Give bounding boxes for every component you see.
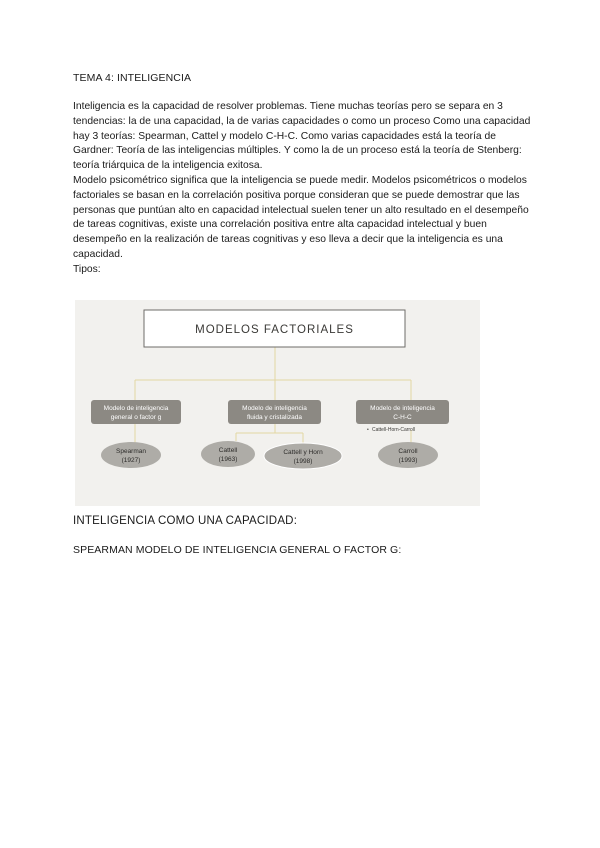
author-cattell-horn-name: Cattell y Horn <box>283 449 323 456</box>
author-spearman-year: (1927) <box>121 457 141 464</box>
factorial-models-diagram <box>75 300 480 506</box>
model-general-line2: general o factor g <box>110 414 162 421</box>
root-label: MODELOS FACTORIALES <box>195 324 354 336</box>
model-fluid-line2: fluida y cristalizada <box>247 414 302 421</box>
author-ellipse-spearman <box>101 442 161 468</box>
author-carroll-name: Carroll <box>398 448 418 455</box>
chc-note-bullet: • <box>367 427 369 433</box>
author-ellipse-cattell <box>201 441 255 467</box>
author-cattell-name: Cattell <box>218 447 238 454</box>
chc-note: Cattell-Horn-Carroll <box>372 427 416 433</box>
model-chc-line1: Modelo de inteligencia <box>370 405 435 412</box>
model-chc-line2: C-H-C <box>393 414 412 421</box>
diagram-connectors <box>135 347 411 443</box>
author-cattell-year: (1963) <box>218 456 238 463</box>
model-fluid-line1: Modelo de inteligencia <box>242 405 307 412</box>
author-cattell-horn-year: (1998) <box>293 458 313 465</box>
paragraph-definition: Inteligencia es la capacidad de resolver problemas. Tiene muchas teorías pero se separa en 3 tendencias: la de una capacidad, la de varias capacidades o como un proceso Como una capacidad hay 3 teorías: Spearman, Cattel y modelo C-H-C. Como varias capacidades está la teoría de Gardner: Teoría de las inteligencias múltiples. Y como la de un proceso está la teoría de Stenberg: teoría triárquica de la inteligencia exitosa. <box>73 101 531 172</box>
paragraph-types-label: Tipos: <box>73 263 101 275</box>
document-title: TEMA 4: INTELIGENCIA <box>73 72 192 84</box>
author-ellipse-cattell-horn <box>264 443 342 469</box>
section-heading: INTELIGENCIA COMO UNA CAPACIDAD: <box>73 515 298 527</box>
body-text <box>73 100 531 278</box>
author-carroll-year: (1993) <box>398 457 418 464</box>
paragraph-psychometric: Modelo psicométrico significa que la inteligencia se puede medir. Modelos psicométricos o modelos factoriales se basan en la correlación positiva porque consideran que se puede demostrar que las personas que puntúan alto en capacidad intelectual suelen tener un alto resultado en el desempeño de tareas cognitivas, existe una correlación positiva entre alta capacidad intelectual y buen desempeño en la realización de tareas cognitivas y eso lleva a decir que la inteligencia es una capacidad. <box>73 174 529 260</box>
author-ellipse-carroll <box>378 442 438 468</box>
subsection-heading: SPEARMAN MODELO DE INTELIGENCIA GENERAL O FACTOR G: <box>73 544 402 556</box>
diagram-canvas <box>75 300 480 506</box>
model-general-line1: Modelo de inteligencia <box>103 405 169 412</box>
author-spearman-name: Spearman <box>116 448 146 455</box>
